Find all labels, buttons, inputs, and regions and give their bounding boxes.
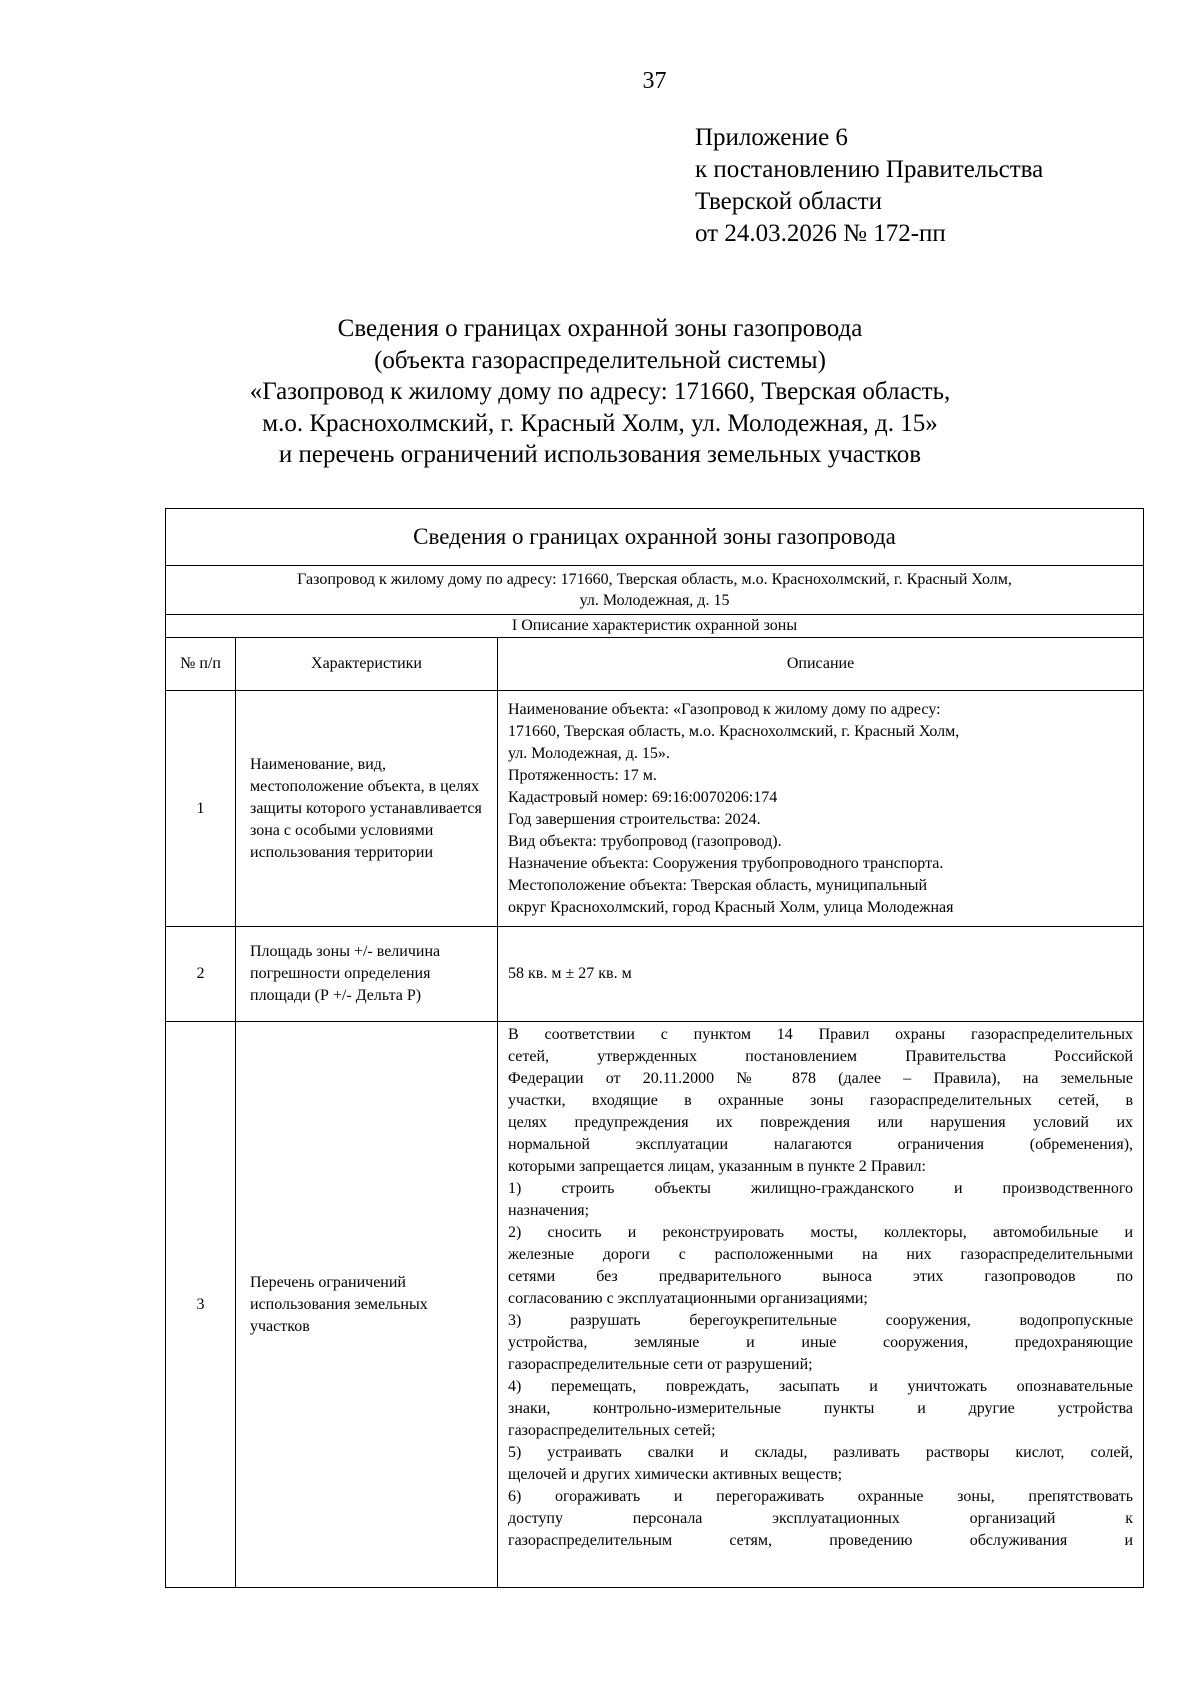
description-line: газораспределительных сетей; bbox=[508, 1422, 716, 1439]
appendix-line: Приложение 6 bbox=[695, 124, 848, 151]
row-number: 3 bbox=[166, 1022, 236, 1588]
description-line: Протяженность: 17 м. bbox=[508, 766, 657, 784]
table-row bbox=[166, 927, 1144, 1022]
description-line: 6) огораживать и перегораживать охранные зоны, препятствовать bbox=[508, 1488, 1134, 1505]
row-characteristic: Наименование, вид, местоположение объекта, в целях защиты которого устанавливается зона с особыми условиями использования территории bbox=[236, 691, 498, 927]
description-line: сетями без предварительного выноса этих газопроводов по bbox=[508, 1268, 1134, 1285]
document-title bbox=[0, 313, 1200, 471]
appendix-line: Тверской области bbox=[695, 188, 882, 215]
row-description bbox=[498, 1022, 1144, 1588]
title-line: Сведения о границах охранной зоны газопровода bbox=[337, 315, 863, 342]
description-line: которыми запрещается лицам, указанным в пункте 2 Правил: bbox=[508, 1158, 926, 1175]
description-line: Вид объекта: трубопровод (газопровод). bbox=[508, 832, 782, 850]
description-line: 58 кв. м ± 27 кв. м bbox=[508, 965, 632, 982]
description-line: 1) строить объекты жилищно-гражданского и производственного bbox=[508, 1180, 1134, 1197]
column-header-characteristics: Характеристики bbox=[236, 638, 498, 691]
table-row bbox=[166, 691, 1144, 927]
description-line: знаки, контрольно-измерительные пункты и другие устройства bbox=[508, 1400, 1134, 1417]
row-number: 1 bbox=[166, 691, 236, 927]
description-line: железные дороги с расположенными на них газораспределительными bbox=[508, 1246, 1134, 1263]
description-line: нормальной эксплуатации налагаются ограничения (обременения), bbox=[508, 1136, 1134, 1153]
zone-info-table bbox=[165, 508, 1144, 1588]
title-line: (объекта газораспределительной системы) bbox=[374, 346, 826, 374]
description-line: назначения; bbox=[508, 1202, 590, 1219]
row-characteristic: Перечень ограничений использования земельных участков bbox=[236, 1022, 498, 1588]
description-line: Федерации от 20.11.2000 № 878 (далее – Правила), на земельные bbox=[508, 1070, 1134, 1087]
description-line: устройства, земляные и иные сооружения, предохраняющие bbox=[508, 1334, 1134, 1351]
title-line: и перечень ограничений использования земельных участков bbox=[278, 441, 922, 468]
row-number: 2 bbox=[166, 927, 236, 1022]
description-line: щелочей и других химически активных веществ; bbox=[508, 1466, 843, 1483]
description-line: округ Краснохолмский, город Красный Холм, улица Молодежная bbox=[508, 898, 954, 916]
description-line: 4) перемещать, повреждать, засыпать и уничтожать опознавательные bbox=[508, 1378, 1134, 1395]
row-description bbox=[498, 691, 1144, 927]
appendix-header bbox=[695, 122, 1043, 250]
description-line: Наименование объекта: «Газопровод к жилому дому по адресу: bbox=[508, 700, 941, 718]
appendix-line: от 24.03.2026 № 172-пп bbox=[695, 220, 946, 247]
object-line: ул. Молодежная, д. 15 bbox=[579, 592, 730, 609]
title-line: м.о. Краснохолмский, г. Красный Холм, ул. Молодежная, д. 15» bbox=[262, 409, 938, 437]
section-heading: I Описание характеристик охранной зоны bbox=[166, 615, 1144, 638]
description-line: ул. Молодежная, д. 15». bbox=[508, 744, 670, 762]
description-line: согласованию с эксплуатационными организациями; bbox=[508, 1290, 868, 1307]
appendix-line: к постановлению Правительства bbox=[695, 156, 1044, 183]
row-characteristic: Площадь зоны +/- величина погрешности определения площади (Р +/- Дельта Р) bbox=[236, 927, 498, 1022]
table-object-name bbox=[166, 566, 1144, 615]
description-line: доступу персонала эксплуатационных организаций к bbox=[508, 1510, 1134, 1527]
description-line: сетей, утвержденных постановлением Правительства Российской bbox=[508, 1048, 1134, 1065]
description-line: газораспределительным сетям, проведению обслуживания и bbox=[508, 1532, 1134, 1549]
column-header-description: Описание bbox=[498, 638, 1144, 691]
description-line: В соответствии с пунктом 14 Правил охраны газораспределительных bbox=[508, 1026, 1134, 1043]
description-line: 171660, Тверская область, м.о. Краснохолмский, г. Красный Холм, bbox=[508, 722, 960, 740]
description-line: 2) сносить и реконструировать мосты, коллекторы, автомобильные и bbox=[508, 1224, 1134, 1241]
description-line: Назначение объекта: Сооружения трубопроводного транспорта. bbox=[508, 854, 944, 872]
description-line: Местоположение объекта: Тверская область, муниципальный bbox=[508, 876, 928, 894]
table-heading: Сведения о границах охранной зоны газопровода bbox=[166, 509, 1144, 566]
table-row bbox=[166, 1022, 1144, 1588]
description-line: целях предупреждения их повреждения или нарушения условий их bbox=[508, 1114, 1134, 1131]
page-number: 37 bbox=[642, 68, 667, 94]
description-line: газораспределительные сети от разрушений; bbox=[508, 1356, 813, 1373]
description-line: 5) устраивать свалки и склады, разливать растворы кислот, солей, bbox=[508, 1444, 1134, 1461]
column-header-num: № п/п bbox=[166, 638, 236, 691]
title-line: «Газопровод к жилому дому по адресу: 171660, Тверская область, bbox=[249, 378, 951, 405]
description-line: Год завершения строительства: 2024. bbox=[508, 810, 761, 828]
row-description bbox=[498, 927, 1144, 1022]
object-line: Газопровод к жилому дому по адресу: 171660, Тверская область, м.о. Краснохолмский, г. Красный Холм, bbox=[297, 571, 1012, 588]
description-line: Кадастровый номер: 69:16:0070206:174 bbox=[508, 788, 778, 806]
description-line: 3) разрушать берегоукрепительные сооружения, водопропускные bbox=[508, 1312, 1134, 1329]
description-line: участки, входящие в охранные зоны газораспределительных сетей, в bbox=[508, 1092, 1134, 1109]
